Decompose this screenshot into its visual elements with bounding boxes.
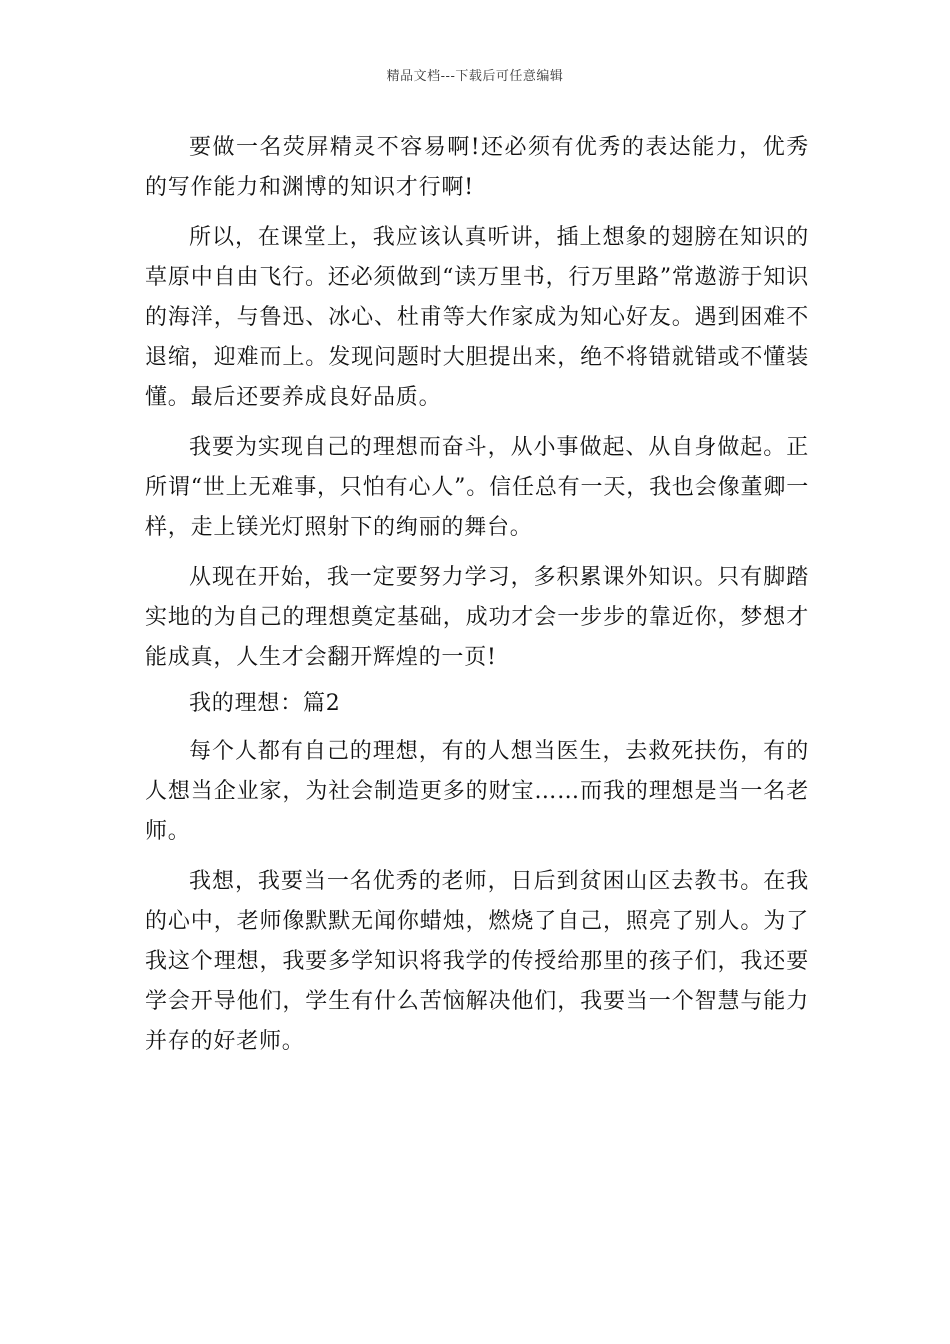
document-body <box>145 128 809 1072</box>
section-title: 我的理想：篇2 <box>189 691 341 716</box>
page-header: 精品文档---下载后可任意编辑 <box>386 69 564 84</box>
paragraph: 我想，我要当一名优秀的老师，日后到贫困山区去教书。在我的心中，老师像默默无闻你蜡烛，燃烧了自己，照亮了别人。为了我这个理想，我要多学知识将我学的传授给那里的孩子们，我还要学会开导他们，学生有什么苦恼解决他们，我要当一个智慧与能力并存的好老师。 <box>145 869 809 1054</box>
paragraph: 要做一名荧屏精灵不容易啊!还必须有优秀的表达能力，优秀的写作能力和渊博的知识才行啊! <box>145 135 809 200</box>
paragraph: 所以，在课堂上，我应该认真听讲，插上想象的翅膀在知识的草原中自由飞行。还必须做到“读万里书，行万里路”常遨游于知识的海洋，与鲁迅、冰心、杜甫等大作家成为知心好友。遇到困难不退缩，迎难而上。发现问题时大胆提出来，绝不将错就错或不懂装懂。最后还要养成良好品质。 <box>145 225 809 410</box>
paragraph: 我要为实现自己的理想而奋斗，从小事做起、从自身做起。正所谓“世上无难事，只怕有心人”。信任总有一天，我也会像董卿一样，走上镁光灯照射下的绚丽的舞台。 <box>145 435 809 540</box>
paragraph: 每个人都有自己的理想，有的人想当医生，去救死扶伤，有的人想当企业家，为社会制造更多的财宝……而我的理想是当一名老师。 <box>145 739 809 844</box>
paragraph: 从现在开始，我一定要努力学习，多积累课外知识。只有脚踏实地的为自己的理想奠定基础，成功才会一步步的靠近你，梦想才能成真，人生才会翻开辉煌的一页! <box>145 565 809 670</box>
